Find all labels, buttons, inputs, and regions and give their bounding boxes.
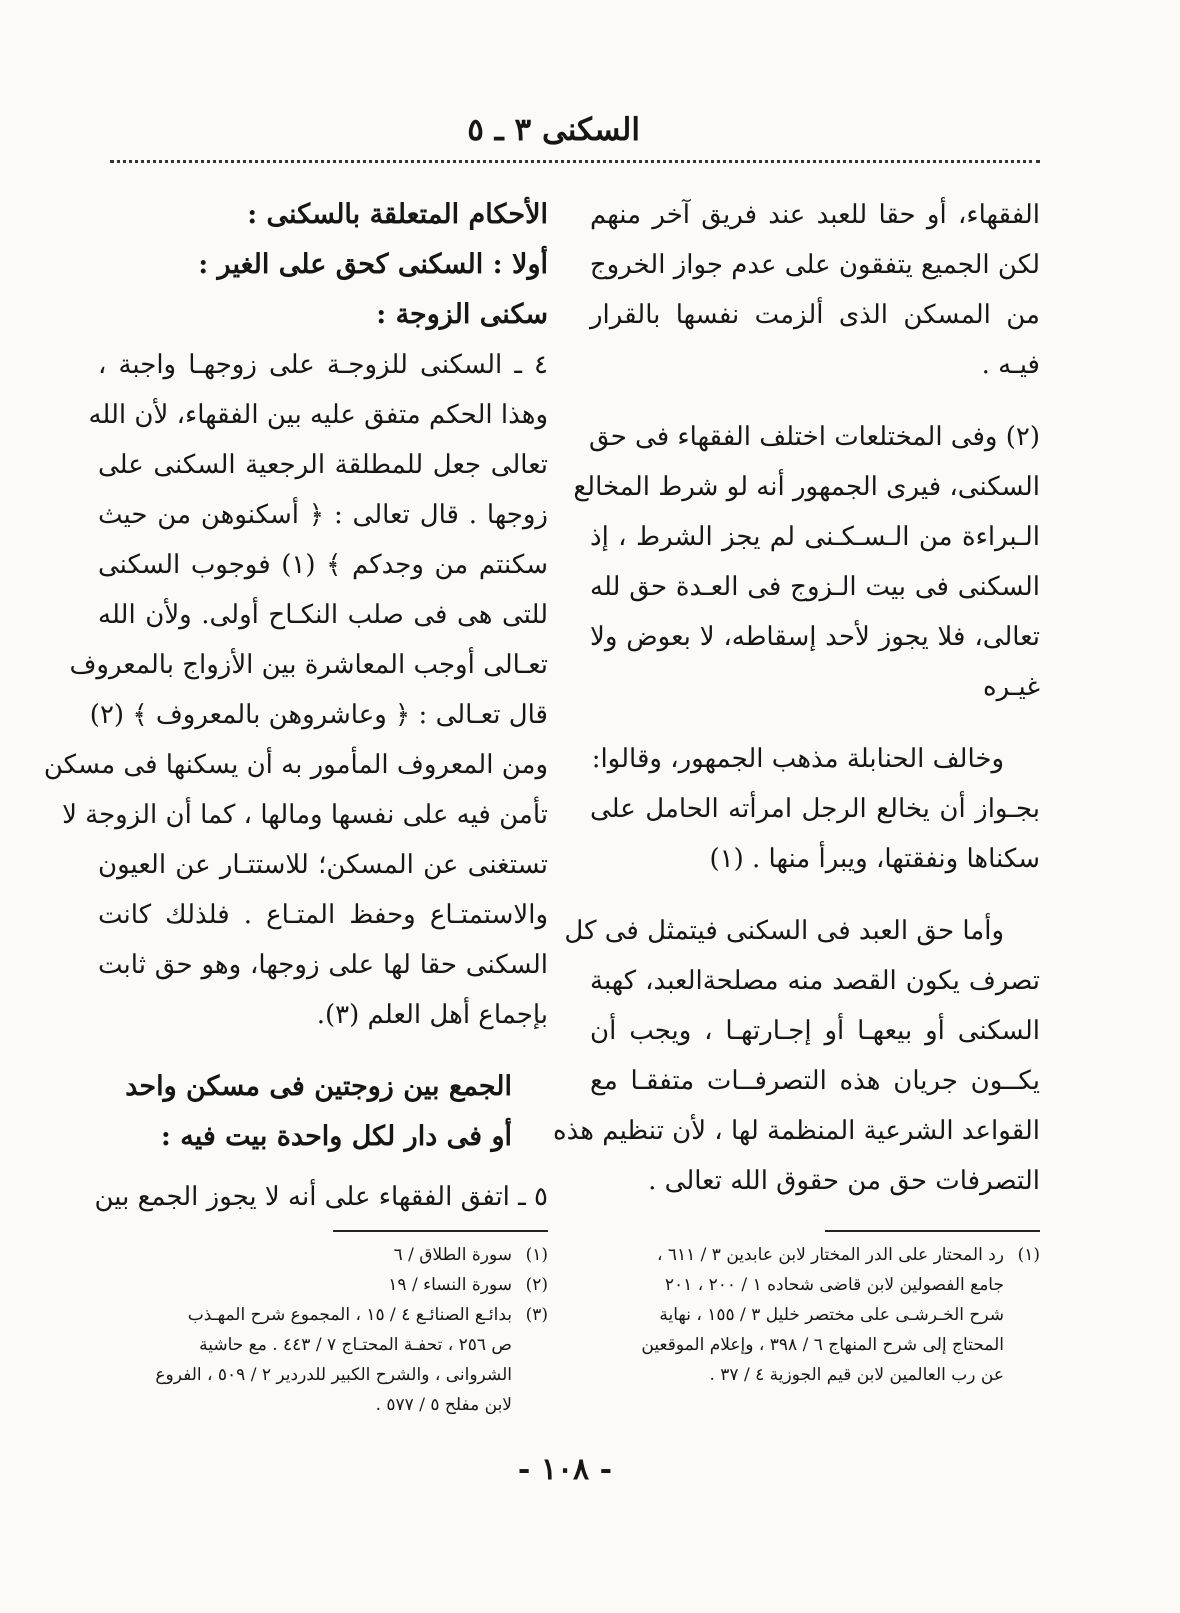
text-line: السكنى، فيرى الجمهور أنه لو شرط المخالع	[573, 472, 1040, 502]
footnote-text: سورة الطلاق / ٦	[393, 1245, 512, 1265]
text-line: وهذا الحكم متفق عليه بين الفقهاء، لأن الله	[88, 400, 548, 430]
right-column	[553, 190, 1040, 1206]
section-heading: أولا : السكنى كحق على الغير :	[198, 249, 548, 280]
footnote-line: عن رب العالمين لابن قيم الجوزية ٤ / ٣٧ .	[709, 1365, 1004, 1385]
text-line: قال تعـالى : ﴿ وعاشروهن بالمعروف ﴾ (٢)	[89, 700, 548, 730]
text-line: تعالى، فلا يجوز لأحد إسقاطه، لا بعوض ولا	[590, 622, 1040, 652]
text-line: زوجها . قال تعالى : ﴿ أسكنوهن من حيث	[98, 500, 548, 530]
text-line: ومن المعروف المأمور به أن يسكنها فى مسكن	[43, 750, 548, 780]
text-line: تعالى جعل للمطلقة الرجعية السكنى على	[98, 450, 548, 480]
text-line: غيـره	[982, 672, 1040, 702]
text-line: بإجماع أهل العلم (٣).	[316, 1000, 548, 1030]
footnote-line	[98, 1300, 548, 1330]
footnotes-right	[590, 1240, 1040, 1390]
text-line: الفقهاء، أو حقا للعبد عند فريق آخر منهم	[590, 200, 1040, 230]
footnote-line: المحتاج إلى شرح المنهاج ٦ / ٣٩٨ ، وإعلام الموقعين	[641, 1335, 1004, 1355]
header-dotted-rule	[110, 160, 1040, 163]
footnotes-left	[98, 1240, 548, 1420]
text-line: فيـه .	[981, 350, 1040, 380]
text-line: تستغنى عن المسكن؛ للاستتـار عن العيون	[98, 850, 548, 880]
text-line: يكــون جريان هذه التصرفــات متفقـا مع	[590, 1066, 1040, 1096]
text-line: بجـواز أن يخالع الرجل امرأته الحامل على	[590, 794, 1040, 824]
page-number: - ١٠٨ -	[517, 1452, 613, 1487]
text-line: سكنتم من وجدكم ﴾ (١) فوجوب السكنى	[98, 550, 548, 580]
section-heading: سكنى الزوجة :	[376, 299, 548, 330]
text-line: (٢) وفى المختلعات اختلف الفقهاء فى حق	[589, 422, 1040, 452]
text-line: القواعد الشرعية المنظمة لها ، لأن تنظيم هذه	[553, 1116, 1040, 1146]
subsection-heading: أو فى دار لكل واحدة بيت فيه :	[160, 1121, 512, 1152]
page-header	[110, 112, 1040, 158]
text-line: من المسكن الذى ألزمت نفسها بالقرار	[590, 300, 1040, 330]
footnote-line: الشروانى ، والشرح الكبير للدردير ٢ / ٥٠٩ ، الفروع	[155, 1365, 512, 1385]
footnote-line: شرح الخـرشـى على مختصر خليل ٣ / ١٥٥ ، نهاية	[659, 1305, 1004, 1325]
running-title: السكنى ٣ ـ ٥	[467, 112, 640, 148]
footnote-text: سورة النساء / ١٩	[388, 1275, 512, 1295]
text-line: السكنى فى بيت الـزوج فى العـدة حق لله	[590, 572, 1040, 602]
footnote-number: (١)	[525, 1245, 548, 1265]
text-line: والاستمتـاع وحفظ المتـاع . فلذلك كانت	[98, 900, 548, 930]
section-heading: الأحكام المتعلقة بالسكنى :	[247, 199, 548, 230]
footnote-line: لابن مفلح ٥ / ٥٧٧ .	[375, 1395, 512, 1415]
text-line: السكنى حقا لها على زوجها، وهو حق ثابت	[98, 950, 548, 980]
footnote-number: (٢)	[525, 1275, 548, 1295]
text-line: سكناها ونفقتها، ويبرأ منها . (١)	[709, 844, 1040, 874]
footnote-line	[98, 1270, 548, 1300]
text-line: لكن الجميع يتفقون على عدم جواز الخروج	[589, 250, 1040, 280]
text-line: للتى هى فى صلب النكـاح أولى. ولأن الله	[98, 600, 548, 630]
footnote-line: ص ٢٥٦ ، تحفـة المحتـاج ٧ / ٤٤٣ . مع حاشية	[199, 1335, 512, 1355]
footnote-rule	[825, 1230, 1040, 1232]
text-line: الـبراءة من الـسـكـنى لم يجز الشرط ، إذ	[590, 522, 1040, 552]
footnote-text: بدائـع الصنائـع ٤ / ١٥ ، المجموع شرح المهـذب	[187, 1305, 512, 1325]
footnote-line: جامع الفصولين لابن قاضى شحاده ١ / ٢٠٠ ، ٢٠١	[664, 1275, 1004, 1295]
text-line: ٤ ـ السكنى للزوجـة على زوجهـا واجبة ،	[98, 350, 548, 380]
text-line: التصرفات حق من حقوق الله تعالى .	[648, 1166, 1040, 1196]
text-line: وخالف الحنابلة مذهب الجمهور، وقالوا:	[591, 744, 1004, 774]
text-line: وأما حق العبد فى السكنى فيتمثل فى كل	[564, 916, 1004, 946]
footnote-number: (١)	[1017, 1245, 1040, 1265]
text-line: تعـالى أوجب المعاشرة بين الأزواج بالمعروف	[69, 650, 548, 680]
left-column	[43, 190, 548, 1222]
text-line: تأمن فيه على نفسها ومالها ، كما أن الزوجة لا	[62, 800, 548, 830]
text-line: السكنى أو بيعهـا أو إجـارتهـا ، ويجب أن	[590, 1016, 1040, 1046]
text-line: تصرف يكون القصد منه مصلحةالعبد، كهبة	[590, 966, 1040, 996]
footnote-number: (٣)	[525, 1305, 548, 1325]
footnote-line	[590, 1240, 1040, 1270]
footnote-text: رد المحتار على الدر المختار لابن عابدين ٣ / ٦١١ ،	[656, 1245, 1004, 1265]
text-line: ٥ ـ اتفق الفقهاء على أنه لا يجوز الجمع بين	[94, 1182, 548, 1212]
footnote-rule	[333, 1230, 548, 1232]
footnote-line	[98, 1240, 548, 1270]
subsection-heading: الجمع بين زوجتين فى مسكن واحد	[125, 1071, 512, 1102]
